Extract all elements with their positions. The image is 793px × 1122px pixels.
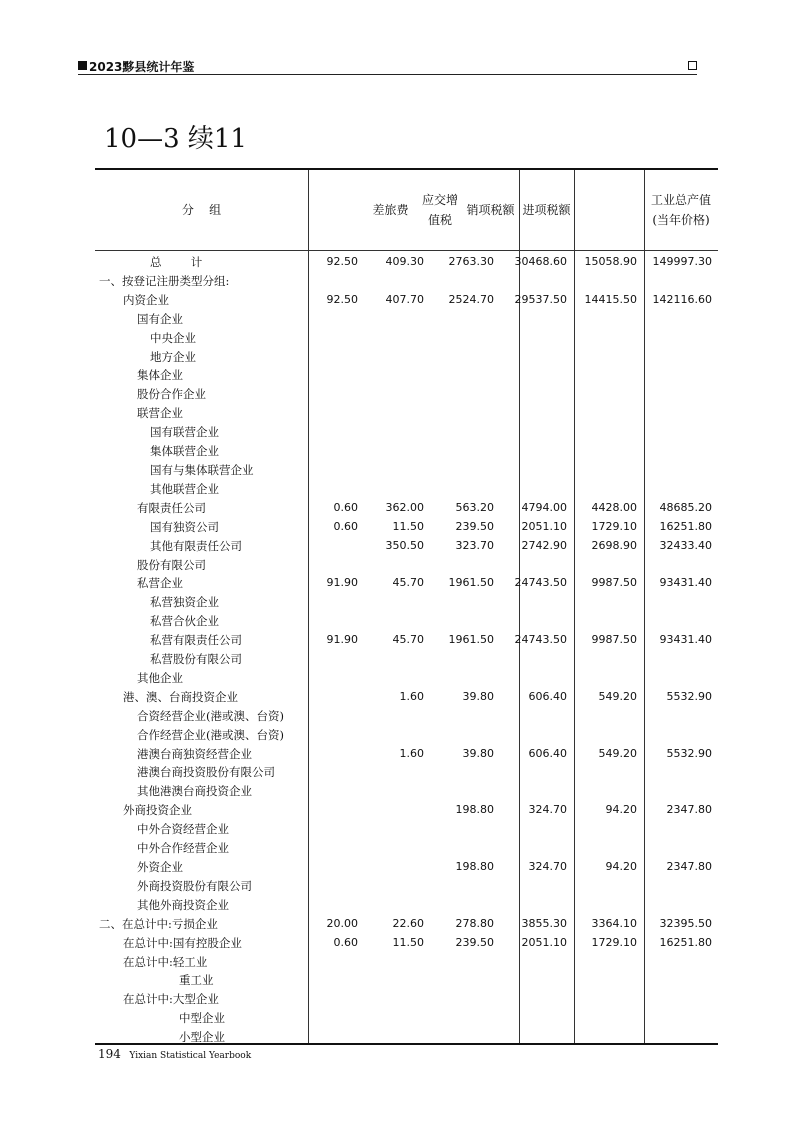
cell-value: 2051.10	[521, 935, 567, 949]
table-row	[95, 291, 718, 310]
cell-value: 323.70	[455, 538, 494, 552]
row-label: 私营企业	[137, 576, 183, 591]
table-row	[95, 329, 718, 348]
cell-value: 16251.80	[659, 519, 712, 533]
cell-value: 350.50	[385, 538, 424, 552]
cell-value: 9987.50	[591, 633, 637, 647]
cell-value: 32433.40	[659, 538, 712, 552]
table-row	[95, 688, 718, 707]
table-row	[95, 1009, 718, 1028]
cell-value: 2524.70	[448, 292, 494, 306]
row-label: 私营独资企业	[150, 595, 219, 610]
publication-name: Yixian Statistical Yearbook	[129, 1051, 252, 1061]
cell-value: 239.50	[455, 935, 494, 949]
column-header-output-value: 工业总产值 (当年价格)	[650, 193, 711, 227]
cell-value: 0.60	[333, 519, 358, 533]
row-label: 私营有限责任公司	[150, 633, 242, 648]
table-row	[95, 366, 718, 385]
column-header-travel: 差旅费	[372, 203, 409, 217]
cell-value: 2347.80	[666, 803, 712, 817]
table-row	[95, 782, 718, 801]
cell-value: 20.00	[326, 916, 358, 930]
row-label: 国有独资公司	[150, 519, 219, 534]
cell-value: 362.00	[385, 500, 424, 514]
table-row	[95, 915, 718, 934]
page-footer	[98, 1047, 251, 1061]
row-label: 港澳台商投资股份有限公司	[137, 765, 275, 780]
data-table	[95, 168, 718, 1045]
cell-value: 29537.50	[514, 292, 567, 306]
cell-value: 92.50	[326, 292, 358, 306]
row-label: 其他外商投资企业	[137, 897, 229, 912]
cell-value: 39.80	[462, 689, 494, 703]
cell-value: 407.70	[385, 292, 424, 306]
cell-value: 93431.40	[659, 633, 712, 647]
row-label: 在总计中:国有控股企业	[123, 935, 242, 950]
table-row	[95, 310, 718, 329]
table-row	[95, 801, 718, 820]
row-label: 港、澳、台商投资企业	[123, 689, 238, 704]
cell-value: 2051.10	[521, 519, 567, 533]
column-header-group: 分 组	[181, 203, 222, 217]
table-row	[95, 726, 718, 745]
cell-value: 198.80	[455, 803, 494, 817]
cell-value: 5532.90	[666, 689, 712, 703]
row-label: 有限责任公司	[137, 500, 206, 515]
cell-value: 45.70	[392, 576, 424, 590]
cell-value: 149997.30	[652, 255, 712, 268]
row-label: 私营合伙企业	[150, 614, 219, 629]
table-row	[95, 707, 718, 726]
cell-value: 45.70	[392, 633, 424, 647]
row-label: 港澳台商独资经营企业	[137, 746, 252, 761]
empty-box-icon	[688, 61, 697, 70]
cell-value: 4428.00	[591, 500, 637, 514]
header-rule	[95, 250, 718, 251]
table-row	[95, 934, 718, 953]
cell-value: 24743.50	[514, 576, 567, 590]
cell-value: 5532.90	[666, 746, 712, 760]
cell-value: 94.20	[605, 860, 637, 873]
cell-value: 91.90	[326, 633, 358, 647]
row-label: 内资企业	[123, 292, 169, 307]
cell-value: 92.50	[326, 255, 358, 268]
cell-value: 4794.00	[521, 500, 567, 514]
cell-value: 2763.30	[448, 255, 494, 268]
cell-value: 1729.10	[591, 519, 637, 533]
table-row	[95, 820, 718, 839]
running-header	[78, 58, 697, 75]
cell-value: 48685.20	[659, 500, 712, 514]
row-label: 二、在总计中:亏损企业	[99, 916, 218, 931]
table-row	[95, 442, 718, 461]
row-label: 在总计中:大型企业	[123, 992, 219, 1007]
column-header-output-tax: 销项税额	[466, 203, 515, 217]
cell-value: 3364.10	[591, 916, 637, 930]
cell-value: 324.70	[528, 860, 567, 873]
row-label: 中外合资经营企业	[137, 822, 229, 837]
table-row	[95, 556, 718, 575]
table-row	[95, 858, 718, 877]
row-label: 股份有限公司	[137, 557, 206, 572]
cell-value: 30468.60	[514, 255, 567, 268]
row-label: 其他联营企业	[150, 481, 219, 496]
table-row	[95, 404, 718, 423]
row-label: 集体联营企业	[150, 444, 219, 459]
table-row	[95, 480, 718, 499]
table-row	[95, 990, 718, 1009]
table-row	[95, 253, 718, 272]
cell-value: 9987.50	[591, 576, 637, 590]
row-label: 联营企业	[137, 406, 183, 421]
cell-value: 2347.80	[666, 860, 712, 873]
cell-value: 549.20	[598, 689, 637, 703]
table-row	[95, 272, 718, 291]
table-title: 10—3 续11	[104, 124, 247, 154]
row-label: 重工业	[179, 973, 214, 988]
table-row	[95, 593, 718, 612]
cell-value: 1961.50	[448, 633, 494, 647]
table-row	[95, 877, 718, 896]
cell-value: 1729.10	[591, 935, 637, 949]
square-bullet-icon	[78, 61, 87, 70]
cell-value: 22.60	[392, 916, 424, 930]
column-header-input-tax: 进项税额	[522, 203, 571, 217]
cell-value: 2742.90	[521, 538, 567, 552]
table-row	[95, 745, 718, 764]
cell-value: 142116.60	[652, 292, 712, 306]
row-label: 外资企业	[137, 860, 183, 874]
cell-value: 606.40	[528, 689, 567, 703]
column-header-vat: 应交增 值税	[421, 193, 458, 227]
row-label: 其他港澳台商投资企业	[137, 784, 252, 799]
row-label: 总 计	[150, 255, 203, 269]
row-label: 国有与集体联营企业	[150, 462, 254, 477]
table-row	[95, 1028, 718, 1047]
row-label: 私营股份有限公司	[150, 652, 242, 667]
row-label: 合资经营企业(港或澳、台资)	[137, 708, 284, 723]
table-row	[95, 574, 718, 593]
cell-value: 0.60	[333, 935, 358, 949]
cell-value: 91.90	[326, 576, 358, 590]
table-row	[95, 650, 718, 669]
cell-value: 24743.50	[514, 633, 567, 647]
row-label: 集体企业	[137, 368, 183, 383]
cell-value: 324.70	[528, 803, 567, 817]
cell-value: 198.80	[455, 860, 494, 873]
row-label: 外商投资企业	[123, 803, 192, 818]
row-label: 在总计中:轻工业	[123, 954, 208, 969]
cell-value: 549.20	[598, 746, 637, 760]
row-label: 其他有限责任公司	[150, 538, 242, 553]
table-row	[95, 953, 718, 972]
row-label: 合作经营企业(港或澳、台资)	[137, 727, 284, 742]
row-label: 国有企业	[137, 311, 183, 326]
cell-value: 39.80	[462, 746, 494, 760]
row-label: 外商投资股份有限公司	[137, 878, 252, 893]
cell-value: 239.50	[455, 519, 494, 533]
table-row	[95, 631, 718, 650]
table-row	[95, 896, 718, 915]
cell-value: 11.50	[392, 935, 424, 949]
cell-value: 563.20	[455, 500, 494, 514]
table-row	[95, 423, 718, 442]
cell-value: 1.60	[399, 689, 424, 703]
cell-value: 11.50	[392, 519, 424, 533]
page-number: 194	[98, 1047, 121, 1061]
cell-value: 3855.30	[521, 916, 567, 930]
cell-value: 409.30	[385, 255, 424, 268]
row-label: 地方企业	[150, 349, 196, 364]
row-label: 国有联营企业	[150, 425, 219, 440]
cell-value: 94.20	[605, 803, 637, 817]
yearbook-title: 2023黟县统计年鉴	[89, 60, 195, 74]
table-row	[95, 385, 718, 404]
cell-value: 1.60	[399, 746, 424, 760]
row-label: 其他企业	[137, 670, 183, 685]
cell-value: 0.60	[333, 500, 358, 514]
row-label: 一、按登记注册类型分组:	[99, 273, 230, 288]
table-row	[95, 348, 718, 367]
cell-value: 32395.50	[659, 916, 712, 930]
column-header-1	[308, 170, 363, 250]
cell-value: 93431.40	[659, 576, 712, 590]
row-label: 小型企业	[179, 1030, 225, 1045]
cell-value: 16251.80	[659, 935, 712, 949]
table-body	[95, 253, 718, 1047]
cell-value: 2698.90	[591, 538, 637, 552]
table-row	[95, 763, 718, 782]
table-row	[95, 612, 718, 631]
table-row	[95, 971, 718, 990]
table-row	[95, 518, 718, 537]
row-label: 中央企业	[150, 330, 196, 345]
row-label: 股份合作企业	[137, 387, 206, 402]
table-row	[95, 461, 718, 480]
row-label: 中外合作经营企业	[137, 841, 229, 856]
table-row	[95, 669, 718, 688]
cell-value: 15058.90	[584, 255, 637, 268]
table-row	[95, 537, 718, 556]
table-row	[95, 839, 718, 858]
table-row	[95, 499, 718, 518]
cell-value: 1961.50	[448, 576, 494, 590]
cell-value: 14415.50	[584, 292, 637, 306]
cell-value: 606.40	[528, 746, 567, 760]
row-label: 中型企业	[179, 1011, 225, 1026]
cell-value: 278.80	[455, 916, 494, 930]
